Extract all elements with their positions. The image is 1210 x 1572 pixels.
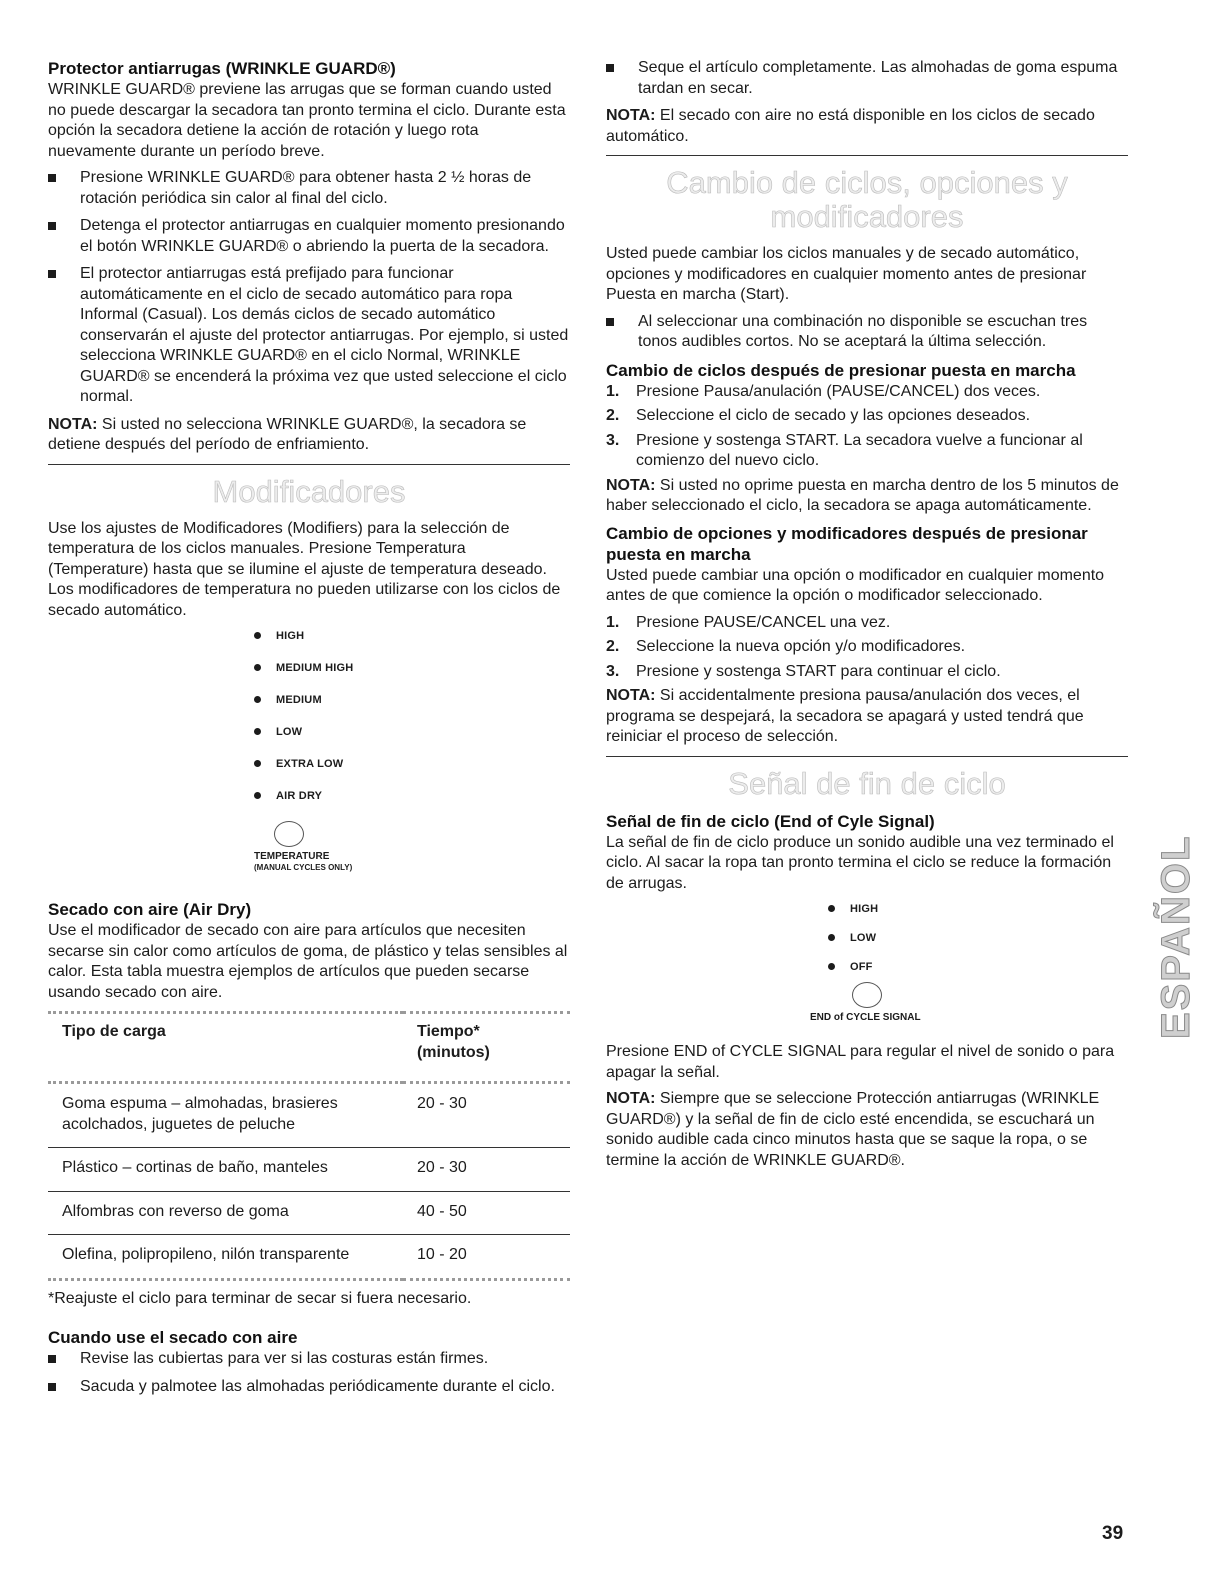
dial-option: MEDIUM <box>254 693 570 707</box>
temperature-button-icon <box>274 821 304 847</box>
note-label: NOTA: <box>606 687 656 704</box>
col-time-line2: (minutos) <box>416 1043 490 1061</box>
step-text: Seleccione la nueva opción y/o modificadores. <box>636 638 966 655</box>
dial-option: OFF <box>828 960 1128 974</box>
step-text: Presione y sostenga START. La secadora vuelve a funcionar al comienzo del nuevo ciclo. <box>636 431 1083 469</box>
air-dry-footnote: *Reajuste el ciclo para terminar de secar si fuera necesario. <box>48 1289 472 1307</box>
load-cell: Alfombras con reverso de goma <box>48 1191 403 1235</box>
when-air-heading: Cuando use el secado con aire <box>48 1328 298 1347</box>
step-text: Presione y sostenga START para continuar el ciclo. <box>636 662 1001 680</box>
note-text: El secado con aire no está disponible en los ciclos de secado automático. <box>606 107 1095 145</box>
cambio-title <box>606 166 1128 234</box>
cambio-intro: Usted puede cambiar los ciclos manuales y de secado automático, opciones y modificadores en cualquier momento antes de presionar Puesta en marcha (Start). <box>606 245 1087 303</box>
list-item: Seque el artículo completamente. Las almohadas de goma espuma tardan en secar. <box>606 58 1128 99</box>
col-time <box>403 1013 570 1083</box>
dial-option: EXTRA LOW <box>254 757 570 771</box>
end-of-cycle-button-label: END of CYCLE SIGNAL <box>810 1012 921 1023</box>
wrinkle-guard-bullets <box>48 168 570 408</box>
list-item: 1. Presione PAUSE/CANCEL una vez. <box>606 613 891 631</box>
modificadores-title: Modificadores <box>212 473 406 509</box>
table-row <box>48 1191 570 1235</box>
wrinkle-guard-intro: WRINKLE GUARD® previene las arrugas que se forman cuando usted no puede descargar la secadora tan pronto termina el ciclo. Durante esta opción la secadora detiene la acción de rotación y luego rota nuevamente durante un período breve. <box>48 81 566 160</box>
cambio-title-line2: modificadores <box>770 199 964 234</box>
note-text: Si accidentalmente presiona pausa/anulación dos veces, el programa se despejará, la secadora se apagará y usted tendrá que reiniciar el proceso de selección. <box>606 687 1084 745</box>
list-item: El protector antiarrugas está prefijado para funcionar automáticamente en el ciclo de secado automático para ropa Informal (Casual). Los demás ciclos de secado automático conservarán el ajuste del protector antiarrugas. Por ejemplo, si usted selecciona WRINKLE GUARD® en el ciclo Normal, WRINKLE GUARD® se encenderá la próxima vez que usted seleccione el ciclo normal. <box>48 264 570 408</box>
temperature-dial-diagram <box>254 629 570 873</box>
section-divider <box>606 155 1128 156</box>
time-cell: 20 - 30 <box>403 1148 570 1192</box>
list-item: Presione WRINKLE GUARD® para obtener hasta 2 ½ horas de rotación periódica sin calor al final del ciclo. <box>48 168 570 209</box>
cambio-sub2-note <box>606 686 1128 748</box>
table-header-row <box>48 1013 570 1083</box>
air-dry-table <box>48 1011 570 1281</box>
modificadores-text: Use los ajustes de Modificadores (Modifiers) para la selección de temperatura de los ciclos manuales. Presione Temperatura (Temperature) hasta que se ilumine el ajuste de temperatura deseado. Los modificadores de temperatura no pueden utilizarse con los ciclos de secado automático. <box>48 519 561 619</box>
wrinkle-guard-heading: Protector antiarrugas (WRINKLE GUARD®) <box>48 59 396 78</box>
list-item: 3. Presione y sostenga START para continuar el ciclo. <box>606 662 1001 680</box>
note-text: Si usted no oprime puesta en marcha dentro de los 5 minutos de haber seleccionado el ciclo, la secadora se apaga automáticamente. <box>606 476 1119 514</box>
load-cell: Olefina, polipropileno, nilón transparente <box>48 1235 403 1280</box>
senal-note <box>606 1089 1128 1171</box>
cambio-sub2-steps <box>606 613 1128 683</box>
cambio-sub1-note <box>606 476 1128 517</box>
table-row <box>48 1083 570 1148</box>
air-dry-continued-bullets <box>606 58 1128 99</box>
note-label: NOTA: <box>606 476 656 494</box>
cambio-sub1-steps <box>606 382 1128 472</box>
temperature-button-sublabel: (MANUAL CYCLES ONLY) <box>254 863 353 872</box>
air-dry-text: Use el modificador de secado con aire para artículos que necesiten secarse sin calor como artículos de goma, de plástico y telas sensibles al calor. Esta tabla muestra ejemplos de artículos que pueden secarse usando secado con aire. <box>48 922 568 1001</box>
list-item: Detenga el protector antiarrugas en cualquier momento presionando el botón WRINKLE GUARD® o abriendo la puerta de la secadora. <box>48 216 570 257</box>
cambio-sub1-heading: Cambio de ciclos después de presionar puesta en marcha <box>606 360 1076 380</box>
wrinkle-guard-note <box>48 415 570 456</box>
note-label: NOTA: <box>48 415 98 433</box>
step-text: Presione Pausa/anulación (PAUSE/CANCEL) dos veces. <box>636 382 1041 400</box>
when-air-bullets <box>48 1349 570 1397</box>
time-cell: 20 - 30 <box>403 1083 570 1148</box>
dial-option: LOW <box>828 931 1128 945</box>
senal-text: La señal de fin de ciclo produce un sonido audible una vez terminado el ciclo. Al sacar la ropa tan pronto termina el ciclo se reduce la formación de arrugas. <box>606 833 1114 892</box>
end-of-cycle-options <box>828 902 1128 974</box>
list-item: 2. Seleccione la nueva opción y/o modificadores. <box>606 638 966 655</box>
air-dry-continued-note <box>606 106 1128 147</box>
note-label: NOTA: <box>606 1090 656 1107</box>
note-text: Si usted no selecciona WRINKLE GUARD®, la secadora se detiene después del período de enfriamiento. <box>48 415 527 453</box>
col-time-line1: Tiempo* <box>416 1023 480 1040</box>
load-cell: Goma espuma – almohadas, brasieres acolchados, juguetes de peluche <box>48 1083 403 1148</box>
senal-title: Señal de fin de ciclo <box>728 765 1006 801</box>
page-number: 39 <box>1102 1523 1124 1544</box>
load-cell: Plástico – cortinas de baño, manteles <box>48 1148 403 1192</box>
list-item: Revise las cubiertas para ver si las costuras están firmes. <box>48 1349 570 1370</box>
col-load-type: Tipo de carga <box>62 1023 166 1040</box>
temperature-button-label: TEMPERATURE <box>254 851 330 862</box>
step-text: Seleccione el ciclo de secado y las opciones deseados. <box>636 407 1031 424</box>
note-label: NOTA: <box>606 107 656 124</box>
note-text: Siempre que se seleccione Protección antiarrugas (WRINKLE GUARD®) y la señal de fin de ciclo esté encendida, se escuchará un sonido audible cada cinco minutos hasta que se saque la ropa, o se termine la acción de WRINKLE GUARD®. <box>606 1090 1100 1169</box>
cambio-title-line1: Cambio de ciclos, opciones y <box>666 165 1068 200</box>
air-dry-heading: Secado con aire (Air Dry) <box>48 900 252 919</box>
dial-option: HIGH <box>254 629 570 643</box>
cambio-sub2-intro: Usted puede cambiar una opción o modificador en cualquier momento antes de que comience la opción o modificador seleccionado. <box>606 566 1105 604</box>
temperature-options <box>254 629 570 803</box>
section-divider <box>48 464 570 465</box>
step-text: Presione PAUSE/CANCEL una vez. <box>636 613 891 631</box>
list-item: Al seleccionar una combinación no disponible se escuchan tres tonos audibles cortos. No se aceptará la última selección. <box>606 312 1128 353</box>
end-of-cycle-button-icon <box>852 982 882 1008</box>
dial-option: MEDIUM HIGH <box>254 661 570 675</box>
right-column <box>606 58 1128 1177</box>
senal-heading: Señal de fin de ciclo (End of Cyle Signal) <box>606 811 935 831</box>
cambio-bullets <box>606 312 1128 353</box>
dial-option: AIR DRY <box>254 789 570 803</box>
table-row <box>48 1235 570 1280</box>
language-side-tab: ESPAÑOL <box>1154 834 1198 1040</box>
dial-option: HIGH <box>828 902 1128 916</box>
section-divider <box>606 756 1128 757</box>
dial-option: LOW <box>254 725 570 739</box>
list-item: 2. Seleccione el ciclo de secado y las opciones deseados. <box>606 407 1031 424</box>
list-item: 1. Presione Pausa/anulación (PAUSE/CANCEL) dos veces. <box>606 382 1041 400</box>
end-of-cycle-dial-diagram <box>810 902 1128 1024</box>
time-cell: 40 - 50 <box>403 1191 570 1235</box>
time-cell: 10 - 20 <box>403 1235 570 1280</box>
left-column <box>48 58 570 1404</box>
list-item: Sacuda y palmotee las almohadas periódicamente durante el ciclo. <box>48 1377 570 1398</box>
table-row <box>48 1148 570 1192</box>
list-item: 3. Presione y sostenga START. La secadora vuelve a funcionar al comienzo del nuevo ciclo. <box>606 431 1083 469</box>
senal-after: Presione END of CYCLE SIGNAL para regular el nivel de sonido o para apagar la señal. <box>606 1043 1115 1081</box>
cambio-sub2-heading: Cambio de opciones y modificadores después de presionar puesta en marcha <box>606 523 1088 564</box>
